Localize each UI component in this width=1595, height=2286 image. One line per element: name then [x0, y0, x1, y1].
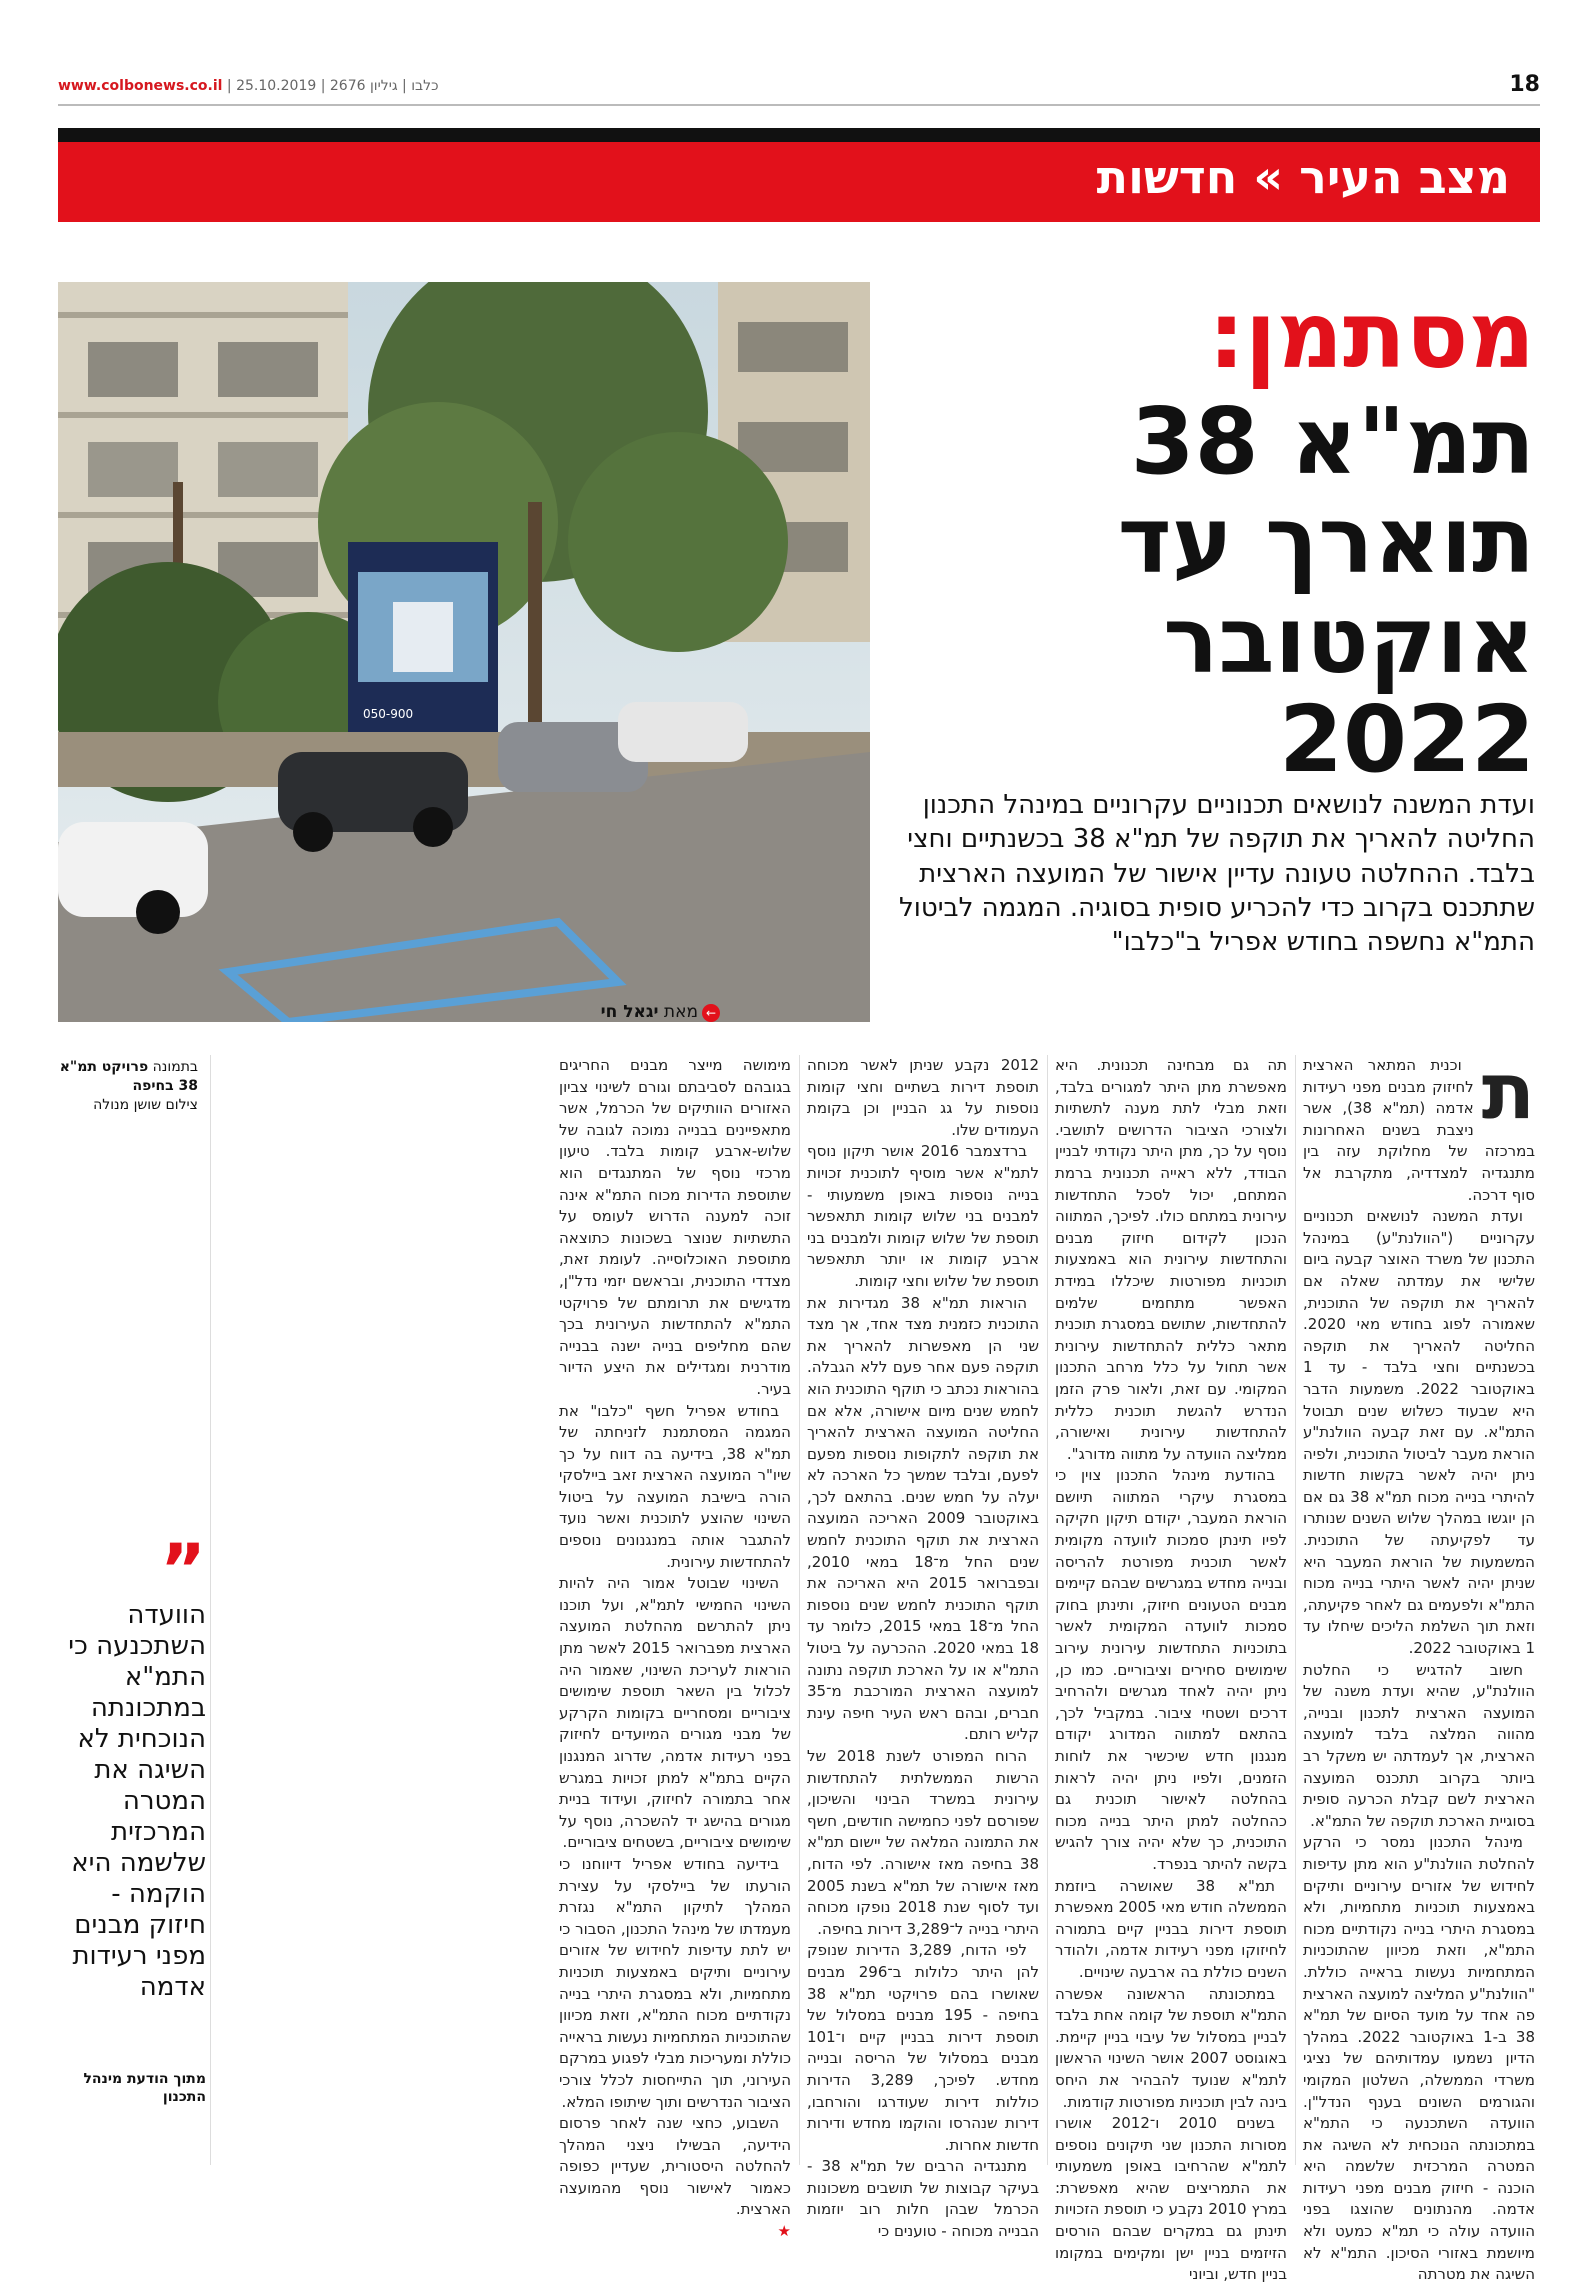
billboard-phone: 050-900 — [363, 707, 414, 721]
headline-line-1: תמ"א 38 — [1130, 388, 1535, 495]
site-url[interactable]: www.colbonews.co.il — [58, 78, 223, 94]
paragraph: וכנית המתאר הארצית לחיזוק מבנים מפני רעידות אדמה (תמ"א 38), אשר ניצבת בשנים האחרונות במרכזה של מחלוקת עזה בין מתנגדיה למצדדיה, מתקרבת אל סוף דרכה. — [1303, 1056, 1535, 1204]
paragraph: 2012 נקבע שניתן לאשר מכוחה תוספת דירות בשתיים וחצי קומות נוספות על גג הבניין וכן בקומת העמודים שלו. — [807, 1056, 1039, 1139]
paragraph: ברדצמבר 2016 אושר תיקון נוסף לתמ"א אשר מוסיף לתוכנית זכויות בנייה נוספות באופן משמעותי - למבנים בני שלוש קומות תתאפשר תוספת של שלוש קומות ולמבנים בני ארבע קומות או יותר תתאפשר תוספת של שלוש וחצי קומות. — [807, 1142, 1039, 1290]
byline — [601, 1002, 720, 1022]
body-column-4 — [559, 1055, 791, 2243]
headline-line-2: תוארך עד — [1117, 487, 1535, 595]
byline-prefix: מאת — [658, 1002, 698, 1022]
drop-cap: ת — [1481, 1047, 1535, 1137]
arrow-left-icon: ← — [702, 1004, 720, 1022]
paragraph: הוראות תמ"א 38 מגדירות את התוכנית כזמנית מצד אחד, אך מצד שני הן מאפשרות להאריך את תוקפה פעם אחר פעם ללא הגבלה. בהוראות נכתב כי תוקף התוכנית הוא לחמש שנים מיום אישורה, אלא אם החליטה המועצה הארצית להאריך את תוקפה לתקופות נוספות מפעם לפעם, ובלבד שמשך כל הארכה לא יעלה על חמש שנים. בהתאם לכך, באוקטובר 2009 האריכה המועצה הארצית את תוקף התוכנית לחמש שנים החל מ־18 במאי 2010, ובפברואר 2015 היא האריכה את תוקף התוכנית לחמש שנים נוספות החל מ־18 במאי 2015, כלומר עד 18 במאי 2020. ההכרעה על ביטול התמ"א או על הארכת תוקפה נתונה למועצה הארצית המורכבת מ־35 חברים, ובהם ראש העיר חיפה עינת קליש רותם. — [807, 1293, 1040, 1744]
end-mark: ★ — [777, 2222, 791, 2241]
caption-lead: בתמונה — [148, 1059, 198, 1075]
headline-line-4: 2022 — [1278, 686, 1535, 794]
paragraph: חשוב להדגיש כי החלטת הוולנת"ע, שהיא ועדת משנה של המועצה הארצית לתכנון ובנייה, מהווה המלצה בלבד למועצה הארצית, אך לעמדתה יש משקל רב ביותר בקרוב תתכנס המועצה הארצית לשם קבלת הכרעה סופית בסוגיית הארכת תוקפה של התמ"א. — [1303, 1660, 1535, 1830]
paragraph: בידיעה בחודש אפריל דיווחנו כי הורעתו של ביילסקי על עצירת המהלך לתיקון התמ"א נגזרת מעמדתו של מינהל התכנון, הסבור כי יש לתת עדיפות לחידוש של אזורים עירוניים ותיקים באמצעות תוכניות מתחמיות, ולא במסגרת היתרי בנייה נקודתיים מכוח התמ"א, וזאת מכיוון שהתוכניות המתחמיות נעשות בראייה כוללת ומעריכות מבלי לפגוע במרקם העירוני, תוך התייחסות לכלל צורכי הציבור הנדרשים ותוך שיתופו המלא. — [559, 1854, 791, 2111]
paragraph: בשנים 2010 ו־2012 אושרו מסורות התכנון שני תיקונים נוספים לתמ"א שהרחיבו באופן משמעותי את התמריצים שהיא מאפשרת: במרץ 2010 נקבע כי תוספת הזכויות תינתן גם במקרים שבהם הורסים הזיזמים בניין ישן ומקימים במקומו בניין חדש, וביוני — [1055, 2114, 1287, 2284]
paragraph: בהודעת מינהל התכנון צוין כי במסגרת עיקרי המתווה תיושם הוראת המעבר, יקודם תיקון חקיקה לפיו תינתן סמכות לוועדה מקומית לאשר תוכנית מפורטת להריסה ובנייה מחדש במגרשים שבהם קיימים מבנים הטעונים חיזוק, ותינתן בחוק סמכות לוועדה המקומית לאשר בתוכניות התחדשות עירונית עירוב שימושים סחירים וציבוריים. כמו כן, ניתן יהיה לאחד מגרשים ולהרחיב דרכים ושטחי ציבור. במקביל לכך, בהתאם למתווה המדורג יקודם מנגנון חדש שיכשיר את לוחות הזמנים, ולפיו ניתן יהיה לראות בהחלטה לאישור תוכנית גם כהחלטה למתן היתר בנייה מכוח התוכנית, כך שלא יהיה צורך להגיש בקשה להיתר בנפרד. — [1055, 1466, 1287, 1873]
caption-credit: צילום שושן מנולה — [93, 1097, 198, 1113]
paragraph: תמ"א 38 שאושרה ביוזמת הממשלה חודש מאי 2005 מאפשרת תוספת דירות בבניין קיים בתמורה לחיזוקו מפני רעידות אדמה, ולהודר השנים כוללת בה ארבעה שינויים. — [1055, 1876, 1287, 1981]
paragraph: בחודש אפריל חשף "כלבו" את המגמה המסתמנת לזניחתה של תמ"א 38, בידיעה בה דווח על כך שיו"ר המועצה הארצית זאב ביילסקי הורה בישיבת המועצה על ביטול השינוי שהוצע לתוכנית ואשר נועד להתגבר אותה במנגנונים נוספים להתחדשות עירונית. — [559, 1401, 792, 1571]
column-divider — [1047, 1055, 1048, 2165]
quote-icon: ” — [160, 1529, 207, 1611]
headline-kicker: מסתמן: — [1208, 282, 1535, 389]
body-column-3 — [807, 1055, 1039, 2243]
subheadline: ועדת המשנה לנושאים תכנוניים עקרוניים במינהל התכנון החליטה להאריך את תוקפה של תמ"א 38 בכשנתיים וחצי בלבד. ההחלטה טעונה עדיין אישור של המועצה הארצית שתתכנס בקרוב כדי להכריע סופית בסוגיה. המגמה לביטול התמ"א נחשפה בחודש אפריל ב"כלבו" — [899, 790, 1535, 958]
pull-quote-source: מתוך הודעת מינהל התכנון — [83, 2071, 206, 2105]
article-photo — [58, 282, 870, 1022]
pull-quote: הוועדה השתכנעה כי התמ"א במתכונתה הנוכחית לא השיגה את המטרה המרכזית שלשמה היא הוקמה - חיזוק מבנים מפני רעידות אדמה — [68, 1600, 206, 2002]
headline-line-3: אוקטובר — [1163, 586, 1535, 694]
body-column-1 — [1303, 1047, 1536, 2286]
page-number: 18 — [1509, 72, 1540, 97]
photo-caption — [58, 1058, 198, 1115]
paragraph: השבוע, כחצי שנה לאחר פרסום הידיעה, הבשילו ניצני המהלך להחלטה היסטורית, שעדיין כפופה כאמור לאישור נוסף מהמועצה הארצית. — [559, 2114, 791, 2219]
paragraph: מימושה מייצר מבנים החריגים בגובהם לסביבתם וגורם לשינוי צביון האזורים הוותיקים של הכרמל, אשר מתאפיינים בבנייה נמוכה לגובה של שלוש-ארבע קומות בלבד. טיעון מרכזי נוסף של המתנגדים הוא שתוספת הדירות מכוח התמ"א אינה זוכה למענה הדרוש לעומס על התשתיות שנוצר בשכונות כתוצאה מתוספת האוכלוסייה. לעומת זאת, מצדדי התוכנית, ובראשם יזמי נדל"ן, מדגישים את תרומתם של פרויקטי התמ"א להתחדשות העירונית בכך שהם מחליפים בנייה ישנה בבנייה מודרנית ומגדילים את היצע הדיור בעיר. — [559, 1056, 791, 1398]
paragraph: הרוח המפורט לשנת 2018 של הרשות הממשלתית להתחדשות עירונית במשרד הבינוי והשיכון, שפורסם לפני כחמישה חודשים, חשף את התמונה המלאה של יישום תמ"א 38 בחיפה מאז אישורה. לפי הדוח, מאז אישורה של תמ"א בשנת 2005 ועד לסוף שנת 2018 נופקו מכוחה היתרי בנייה ל־3,289 דירות בחיפה. — [807, 1747, 1039, 1938]
section-top-bar — [58, 128, 1540, 142]
paragraph: מינהל התכנון נמסר כי הרקע להחלטת הוולנת"ע הוא מתן עדיפות לחידוש של אזורים עירוניים ותיקים באמצעות תוכניות מתחמיות, ולא במסגרת היתרי בנייה נקודתיים מכוח התמ"א, וזאת מכיוון שהתוכניות המתחמיות נעשות בראייה כוללת. "הוולנת"ע המליצה למועצה הארצית פה אחד על מועד הסיום של תמ"א 38 ב-1 באוקטובר 2022. במהלך הדיון נשמעו עמדותיהם של נציגי משרדי הממשלה, השלטון המקומי והגורמים השונים בענף הנדל"ן. הוועדה השתכנעה כי התמ"א במתכונתה הנוכחית לא השיגה את המטרה המרכזית שלשמה היא הוכנה - חיזוק מבנים מפני רעידות אדמה. מהנתונים שהוצגו בפני הוועדה עולה כי תמ"א כמעט ולא מיושמת באזורי הסיכון. התמ"א לא השיגה את מטרתה — [1303, 1833, 1536, 2284]
column-divider — [210, 1055, 211, 2165]
issue-info: | כלבו | גיליון 2676 | 25.10.2019 — [222, 78, 439, 94]
column-divider — [1295, 1055, 1296, 2165]
paragraph: לפי הדוח, 3,289 הדירות שנופק להן היתר כלולות ב־296 מבנים שאושרו בהם פרויקטי תמ"א 38 בחיפה - 195 מבנים במסלול של תוספת דירות בבניין קיים ו־101 מבנים במסלול של הריסה ובנייה מחדש. לפיכך, 3,289 הדירות כוללות דירות שעודרגו והורחבו, דירות שנהרסו והוקמו מחדש ודירות חדשות אחרות. — [807, 1941, 1040, 2154]
column-divider — [799, 1055, 800, 2165]
paragraph: במתכונתה הראשונה אפשרה התמ"א תוספת של קומה אחת בלבד לבניין במסלול של עיבוי בניין קיימת. באוגוסט 2007 אושר השינוי הראשון לתמ"א שנועד להבהיר את היחס בינה לבין תוכניות מפורטות קודמות. — [1055, 1984, 1287, 2111]
paragraph: תה גם מבחינה תכנונית. היא מאפשרת מתן היתר למגורים בלבד, וזאת מבלי לתת מענה לתשתיות ולצורכי הציבור הדרושים לתושבי. נוסף על כך, מתן היתר נקודתי לבניין הבודד, ללא ראייה תכנונית ברמת המתחם, יכול לסכל התחדשות עירונית במתחם כולו. לפיכך, המתווה הנכון לקידום חיזוק מבנים והתחדשות עירונית הוא באמצעות תוכניות מפורטות שיכללו במידת האפשר מתחמים שלמים להתחדשות, שתושם במסגרת תוכנית מתאר כללית להתחדשות עירונית אשר תחול על כלל מרחב התכנון המקומי. עם זאת, ולאור פרק הזמן הנדרש להגשת תוכנית כללית להתחדשות עירונית ואישורה, ממליצה הוועדה על מתווה מדורג". — [1055, 1056, 1287, 1463]
paragraph: מתנגדיה הרבים של תמ"א 38 - בעיקר קבוצות של תושבים משכונות הכרמל שבהן חלות רוב יוזמות הבנייה מכוחה - טוענים כי — [807, 2157, 1039, 2241]
byline-author: יגאל חי — [600, 1002, 659, 1022]
caption-text: פרויקט תמ"א 38 בחיפה — [59, 1059, 198, 1094]
headline — [895, 388, 1535, 794]
top-divider — [58, 104, 1540, 106]
paragraph: ועדת המשנה לנושאים תכנוניים עקרוניים ("הוולנת"ע) במינהל התכנון של משרד האוצר קבעה ביום שלישי את עמדתה שאלה אם להאריך את תוקפה של התוכנית, שאמורה לפוג בחודש מאי 2020. החליטה להאריך את תוקפה בכשנתיים וחצי בלבד - עד 1 באוקטובר 2022. משמעות הדבר היא שבעוד כשלוש שנים תבוטל התמ"א. עם זאת קבעה הוולנת"ע הוראת מעבר לביטול התוכנית, ולפיה ניתן יהיה לאשר בקשות חדשות להיתרי בנייה מכוח תמ"א 38 גם אם הן יוגשו במהלך שלוש השנים שנותרו עד לפקיעתה של התוכנית. המשמעות של הוראת המעבר היא שניתן יהיה לאשר היתרי בנייה מכוח התמ"א ולפעמים גם לאחר פקיעתה, וזאת תוך השלמת הליכים שיחלו עד 1 באוקטובר 2022. — [1303, 1207, 1535, 1658]
paragraph: השינוי שבוטל אמור היה להיות השינוי החמישי לתמ"א, ועל תוכנו ניתן להתרשם מהחלטת המועצה הארצית מפברואר 2015 לאשר מתן הוראות לעריכת השינוי, שאמור היה לכלול בין השאר תוספת שימושים ציבוריים ומסחריים בקומות הקרקע של מבני מגורים המיועדים לחיזוק בפני רעידות אדמה, שדרוג המנגנון הקיים בתמ"א למתן זכויות במגרש אחר בתמורה לחיזוק, ועידוד בניית מגורים בהישג יד להשכרה, נוסף על שימושים ציבוריים, בשטחים ציבוריים. — [559, 1574, 791, 1852]
body-column-2 — [1055, 1055, 1287, 2286]
issue-meta — [58, 78, 438, 94]
street-photo-illustration — [58, 282, 870, 1022]
section-title: מצב העיר » חדשות — [1096, 150, 1510, 204]
